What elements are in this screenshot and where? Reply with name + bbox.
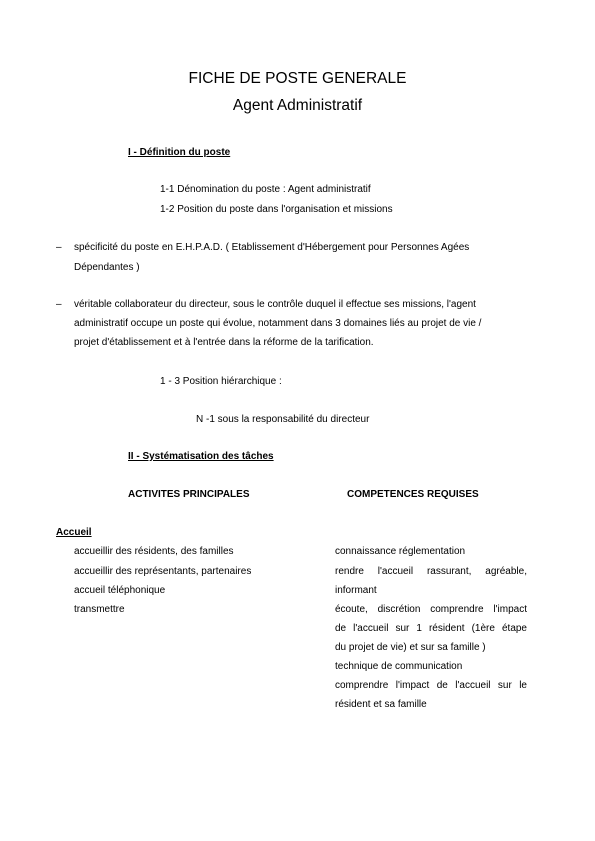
competence-item: rendre l'accueil rassurant, agréable, bbox=[335, 566, 527, 577]
page-subtitle: Agent Administratif bbox=[232, 97, 363, 114]
column-header-competences: COMPETENCES REQUISES bbox=[347, 489, 479, 500]
bullet2-line2: administratif occupe un poste qui évolue, notamment dans 3 domaines liés au projet de vie / bbox=[74, 318, 482, 329]
bullet2-line1: véritable collaborateur du directeur, sous le contrôle duquel il effectue ses missions, l'agent bbox=[74, 299, 476, 310]
bullet1-line2: Dépendantes ) bbox=[74, 262, 140, 273]
section2-heading: II - Systématisation des tâches bbox=[128, 451, 274, 462]
accueil-heading: Accueil bbox=[56, 527, 92, 538]
item-1-2: 1-2 Position du poste dans l'organisation et missions bbox=[160, 204, 393, 215]
competence-item: comprendre l'impact de l'accueil sur le bbox=[335, 680, 527, 691]
bullet-dash: – bbox=[56, 242, 62, 253]
competence-item: connaissance réglementation bbox=[335, 546, 466, 557]
section1-heading: I - Définition du poste bbox=[128, 147, 231, 158]
column-header-activities: ACTIVITES PRINCIPALES bbox=[128, 489, 250, 500]
competence-item: informant bbox=[335, 585, 377, 596]
activity-item: transmettre bbox=[74, 604, 125, 615]
activity-item: accueillir des représentants, partenaires bbox=[74, 566, 252, 577]
bullet-dash: – bbox=[56, 299, 62, 310]
item-1-1: 1-1 Dénomination du poste : Agent administratif bbox=[160, 184, 371, 195]
page-title: FICHE DE POSTE GENERALE bbox=[188, 70, 407, 87]
competence-item: résident et sa famille bbox=[335, 699, 427, 710]
competence-item: technique de communication bbox=[335, 661, 463, 672]
activity-item: accueil téléphonique bbox=[74, 585, 166, 596]
bullet1-line1: spécificité du poste en E.H.P.A.D. ( Etablissement d'Hébergement pour Personnes Agées bbox=[74, 242, 470, 253]
bullet2-line3: projet d'établissement et à l'entrée dans la réforme de la tarification. bbox=[74, 337, 374, 348]
hierarchy-position: N -1 sous la responsabilité du directeur bbox=[196, 414, 370, 425]
item-1-3: 1 - 3 Position hiérarchique : bbox=[160, 376, 282, 387]
activity-item: accueillir des résidents, des familles bbox=[74, 546, 234, 557]
competence-item: du projet de vie) et sur sa famille ) bbox=[335, 642, 486, 653]
competence-item: écoute, discrétion comprendre l'impact bbox=[335, 604, 527, 615]
competence-item: de l'accueil sur 1 résident (1ère étape bbox=[335, 623, 527, 634]
